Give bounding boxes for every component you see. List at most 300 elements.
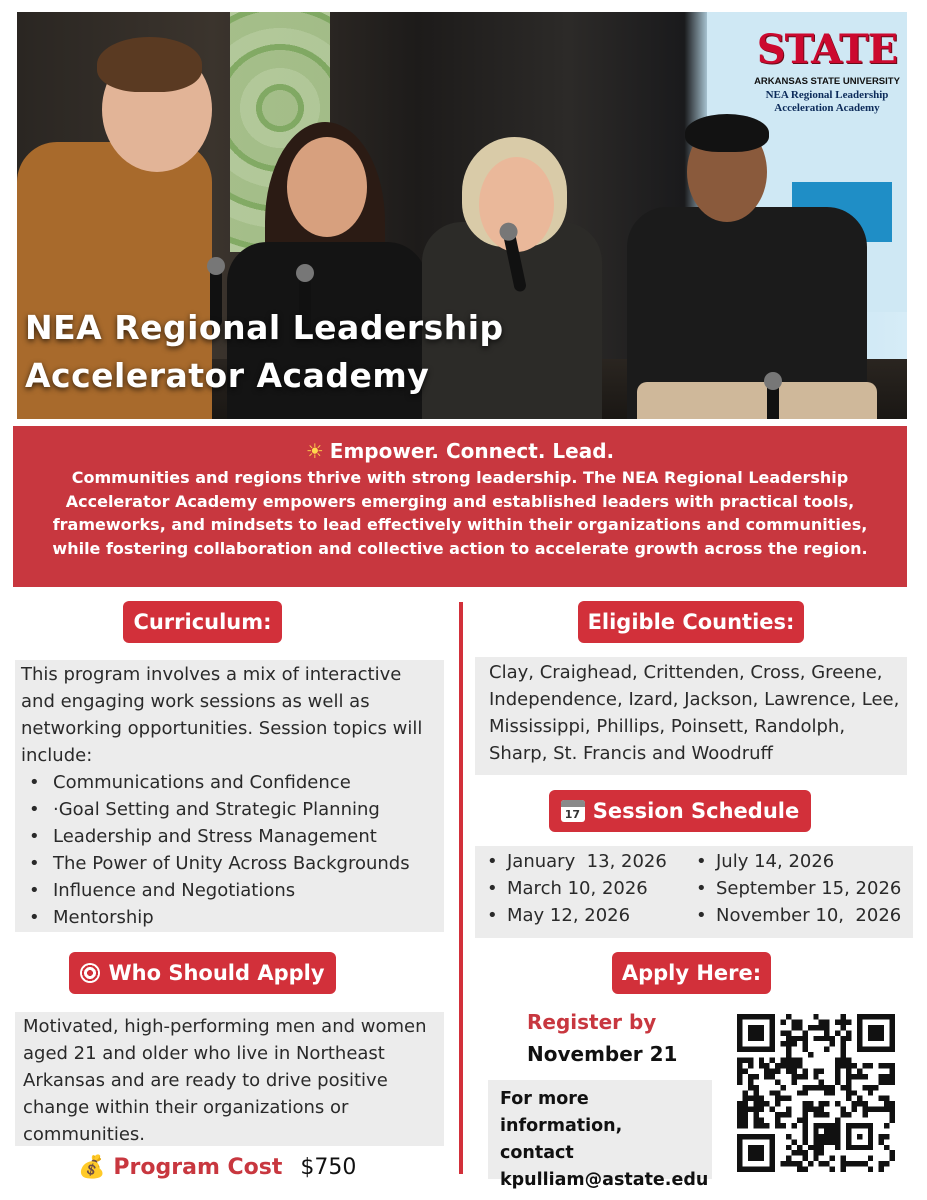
program-cost-price: $750 [300,1155,357,1180]
qr-module [742,1090,747,1095]
qr-module [819,1112,824,1117]
qr-module [830,1041,835,1046]
qr-module [813,1036,818,1041]
qr-module [813,1139,818,1144]
qr-module [819,1068,824,1073]
list-item: • September 15, 2026 [692,875,901,902]
qr-module [890,1063,895,1068]
qr-module [862,1085,867,1090]
qr-module [802,1101,807,1106]
qr-module [759,1118,764,1123]
list-item: • The Power of Unity Across Backgrounds [15,850,444,877]
qr-module [786,1030,791,1035]
qr-module [781,1030,786,1035]
qr-module [841,1025,846,1030]
qr-module [824,1085,829,1090]
qr-module [857,1161,862,1166]
qr-module [786,1047,791,1052]
curriculum-heading-text: Curriculum: [133,610,272,634]
qr-module [841,1036,846,1041]
qr-module [857,1068,862,1073]
qr-module [835,1139,840,1144]
qr-module [813,1150,818,1155]
qr-module [890,1107,895,1112]
qr-module [841,1112,846,1117]
qr-module [781,1085,786,1090]
qr-module [846,1030,851,1035]
qr-module [879,1107,884,1112]
qr-module [808,1085,813,1090]
qr-module [748,1058,753,1063]
qr-module [797,1150,802,1155]
qr-module [846,1063,851,1068]
qr-module [824,1090,829,1095]
qr-module [797,1036,802,1041]
qr-module [813,1145,818,1150]
qr-module [890,1112,895,1117]
qr-module [835,1101,840,1106]
qr-module [813,1123,818,1128]
qr-module [802,1167,807,1172]
hero-title-line-1: NEA Regional Leadership [25,308,504,347]
qr-module [737,1107,742,1112]
qr-module [759,1107,764,1112]
qr-module [862,1074,867,1079]
qr-module [835,1145,840,1150]
qr-module [879,1079,884,1084]
qr-module [808,1101,813,1106]
qr-module [862,1107,867,1112]
qr-module [737,1058,742,1063]
list-item: • March 10, 2026 [483,875,667,902]
qr-module [841,1058,846,1063]
qr-module [786,1058,791,1063]
qr-module [791,1063,796,1068]
qr-module [819,1085,824,1090]
qr-module [764,1123,769,1128]
qr-module [819,1079,824,1084]
qr-module [753,1074,758,1079]
qr-module [781,1019,786,1024]
qr-module [835,1123,840,1128]
who-heading [69,952,336,994]
qr-module [753,1085,758,1090]
qr-module [753,1107,758,1112]
qr-module [884,1134,889,1139]
contact-text [488,1080,712,1194]
qr-module [753,1123,758,1128]
qr-module [846,1090,851,1095]
qr-module [857,1096,862,1101]
qr-module [868,1090,873,1095]
qr-module [819,1139,824,1144]
qr-module [830,1134,835,1139]
qr-module [753,1112,758,1117]
qr-module [786,1096,791,1101]
qr-module [862,1101,867,1106]
qr-module [846,1085,851,1090]
qr-module [835,1118,840,1123]
qr-module [781,1063,786,1068]
apply-heading [612,952,771,994]
qr-module [748,1107,753,1112]
qr-module [786,1014,791,1019]
qr-module [791,1036,796,1041]
qr-module [797,1145,802,1150]
qr-module [764,1101,769,1106]
qr-module [846,1036,851,1041]
microphone [767,382,779,419]
qr-module [813,1014,818,1019]
university-logo [752,28,902,115]
qr-module [791,1150,796,1155]
list-item: • Influence and Negotiations [15,877,444,904]
qr-module [835,1063,840,1068]
contact-email[interactable]: kpulliam@astate.edu [500,1170,709,1190]
qr-module [819,1123,824,1128]
qr-module [748,1079,753,1084]
qr-module [868,1167,873,1172]
qr-module [775,1079,780,1084]
qr-module [868,1156,873,1161]
qr-module [830,1085,835,1090]
curriculum-heading [123,601,282,643]
qr-module [879,1063,884,1068]
intro-banner [13,426,907,587]
list-item: • July 14, 2026 [692,848,901,875]
qr-module [775,1063,780,1068]
qr-module [824,1161,829,1166]
qr-module [824,1047,829,1052]
qr-module [884,1079,889,1084]
qr-module [824,1019,829,1024]
qr-module [742,1096,747,1101]
qr-module [824,1030,829,1035]
qr-module [770,1107,775,1112]
qr-module [819,1019,824,1024]
qr-module [819,1150,824,1155]
qr-module [737,1112,742,1117]
list-item: • ·Goal Setting and Strategic Planning [15,796,444,823]
qr-module [802,1068,807,1073]
qr-module [802,1074,807,1079]
qr-module [890,1068,895,1073]
qr-module [824,1123,829,1128]
qr-module [742,1107,747,1112]
qr-module [841,1107,846,1112]
qr-module [791,1058,796,1063]
qr-module [873,1085,878,1090]
qr-module [786,1161,791,1166]
qr-module [835,1030,840,1035]
qr-module [830,1139,835,1144]
qr-module [781,1123,786,1128]
qr-module [742,1112,747,1117]
logo-program-line-2: Acceleration Academy [774,102,880,114]
qr-module [737,1101,742,1106]
qr-module [737,1123,742,1128]
qr-module [753,1118,758,1123]
qr-module [802,1085,807,1090]
logo-university: ARKANSAS STATE UNIVERSITY [754,76,900,87]
qr-module [841,1041,846,1046]
qr-module [786,1134,791,1139]
qr-module [802,1090,807,1095]
qr-module [868,1063,873,1068]
qr-module [797,1074,802,1079]
qr-module [830,1123,835,1128]
list-item: • Communications and Confidence [15,769,444,796]
qr-module [786,1112,791,1117]
qr-module [759,1058,764,1063]
qr-module [846,1096,851,1101]
qr-module [824,1101,829,1106]
qr-module [851,1107,856,1112]
contact-box [488,1080,712,1190]
qr-module [781,1058,786,1063]
qr-module [884,1063,889,1068]
qr-module [813,1068,818,1073]
who-text: Motivated, high-performing men and women aged 21 and older who live in Northeast Arkansas and are ready to drive positive change within their organizations or communities. [23,1016,427,1145]
qr-module [841,1085,846,1090]
qr-module [862,1161,867,1166]
qr-module [813,1112,818,1117]
qr-module [890,1156,895,1161]
qr-module [835,1068,840,1073]
qr-module [824,1134,829,1139]
qr-module [879,1139,884,1144]
qr-module [786,1041,791,1046]
qr-module [737,1079,742,1084]
qr-module [802,1107,807,1112]
qr-module [797,1090,802,1095]
qr-module [813,1128,818,1133]
qr-module [884,1107,889,1112]
qr-module [851,1074,856,1079]
qr-module [884,1161,889,1166]
qr-module [808,1052,813,1057]
qr-module [737,1068,742,1073]
qr-module [824,1139,829,1144]
qr-module [797,1161,802,1166]
schedule-column-2 [692,848,901,929]
qr-module [786,1068,791,1073]
qr-module [791,1123,796,1128]
who-heading-text: Who Should Apply [108,961,325,985]
qr-module [764,1068,769,1073]
qr-module [824,1128,829,1133]
qr-module [786,1052,791,1057]
qr-module [742,1118,747,1123]
qr-module [791,1041,796,1046]
intro-text: Communities and regions thrive with strong leadership. The NEA Regional Leadership Accelerator Academy empowers emerging and established leaders with practical tools, frameworks, and mindsets to lead effectively within their organizations and communities, while fostering collaboration and collective action to accelerate growth across the region. [52,468,868,558]
qr-module [835,1128,840,1133]
program-cost-label: Program Cost [113,1155,283,1180]
qr-module [775,1096,780,1101]
qr-module [802,1047,807,1052]
qr-module [841,1161,846,1166]
qr-module [775,1123,780,1128]
qr-module [748,1063,753,1068]
qr-module [884,1074,889,1079]
qr-module [879,1167,884,1172]
qr-module [748,1085,753,1090]
qr-module [884,1123,889,1128]
qr-module [824,1112,829,1117]
qr-module [770,1090,775,1095]
qr-module [791,1161,796,1166]
qr-module [759,1123,764,1128]
counties-text: Clay, Craighead, Crittenden, Cross, Greene, Independence, Izard, Jackson, Lawrence, Lee, Mississippi, Phillips, Poinsett, Randolph, Sharp, St. Francis and Woodruff [489,662,900,764]
qr-module [851,1161,856,1166]
qr-module [830,1036,835,1041]
qr-module [879,1074,884,1079]
qr-module [841,1019,846,1024]
qr-module [841,1052,846,1057]
column-divider [459,602,463,1174]
qr-module [835,1058,840,1063]
qr-module [802,1112,807,1117]
qr-module [802,1030,807,1035]
qr-module [764,1063,769,1068]
qr-module [846,1074,851,1079]
qr-module [824,1036,829,1041]
qr-module [884,1096,889,1101]
qr-module [890,1074,895,1079]
calendar-icon: 17 [561,800,585,822]
qr-module [890,1118,895,1123]
qr-module [775,1090,780,1095]
contact-line-1: For more [500,1089,589,1109]
qr-module [797,1118,802,1123]
qr-module [824,1025,829,1030]
qr-module [742,1058,747,1063]
qr-module [846,1112,851,1117]
qr-code[interactable] [737,1014,895,1172]
qr-module [786,1156,791,1161]
qr-module [868,1107,873,1112]
qr-module [781,1096,786,1101]
qr-module [851,1090,856,1095]
sun-icon: ☀ [305,439,324,463]
qr-module [868,1085,873,1090]
counties-heading [578,601,804,643]
qr-module [775,1101,780,1106]
qr-module [737,1063,742,1068]
list-item: • Leadership and Stress Management [15,823,444,850]
logo-program-line-1: NEA Regional Leadership [765,89,889,101]
qr-module [791,1025,796,1030]
register-label: Register by [527,1010,657,1034]
qr-module [819,1101,824,1106]
qr-module [830,1128,835,1133]
qr-module [748,1074,753,1079]
qr-module [819,1107,824,1112]
qr-module [797,1058,802,1063]
qr-module [808,1107,813,1112]
qr-module [770,1074,775,1079]
qr-module [781,1112,786,1117]
qr-module [737,1074,742,1079]
qr-module [819,1134,824,1139]
qr-module [841,1063,846,1068]
qr-module [835,1074,840,1079]
qr-module [748,1096,753,1101]
qr-module [857,1074,862,1079]
qr-module [770,1058,775,1063]
list-item: • May 12, 2026 [483,902,667,929]
qr-module [813,1085,818,1090]
qr-module [786,1036,791,1041]
who-box [15,1012,444,1146]
hero-title-line-2: Accelerator Academy [25,356,430,395]
qr-module [797,1019,802,1024]
qr-module [802,1128,807,1133]
qr-module [862,1063,867,1068]
qr-module [813,1134,818,1139]
qr-module [781,1041,786,1046]
hero-title [25,304,504,400]
qr-module [884,1101,889,1106]
schedule-heading [549,790,811,832]
qr-module [841,1047,846,1052]
qr-module [813,1025,818,1030]
curriculum-box [15,660,444,932]
contact-line-2: information, contact [500,1116,623,1163]
qr-module [802,1123,807,1128]
qr-module [851,1063,856,1068]
list-item: • November 10, 2026 [692,902,901,929]
qr-module [759,1063,764,1068]
qr-module [846,1079,851,1084]
qr-module [802,1156,807,1161]
qr-module [813,1074,818,1079]
program-cost [78,1155,356,1180]
qr-module [759,1101,764,1106]
qr-module [764,1074,769,1079]
qr-module [830,1167,835,1172]
qr-module [802,1134,807,1139]
qr-module [830,1090,835,1095]
list-item: • Mentorship [15,904,444,931]
apply-heading-text: Apply Here: [621,961,762,985]
qr-module [742,1068,747,1073]
schedule-heading-text: Session Schedule [592,799,800,823]
qr-module [890,1079,895,1084]
tagline [13,438,907,464]
qr-module [797,1025,802,1030]
qr-module [781,1161,786,1166]
qr-module [808,1145,813,1150]
qr-module [890,1101,895,1106]
qr-module [742,1123,747,1128]
qr-module [879,1096,884,1101]
qr-module [835,1134,840,1139]
qr-module [753,1096,758,1101]
qr-module [819,1161,824,1166]
qr-module [753,1101,758,1106]
money-bag-icon: 💰 [78,1155,106,1180]
counties-heading-text: Eligible Counties: [587,610,795,634]
qr-module [835,1019,840,1024]
curriculum-topics [15,769,444,931]
tagline-text: Empower. Connect. Lead. [329,439,615,463]
schedule-box [475,846,913,938]
counties-box [475,657,907,775]
qr-module [791,1074,796,1079]
qr-module [830,1156,835,1161]
qr-module [813,1156,818,1161]
